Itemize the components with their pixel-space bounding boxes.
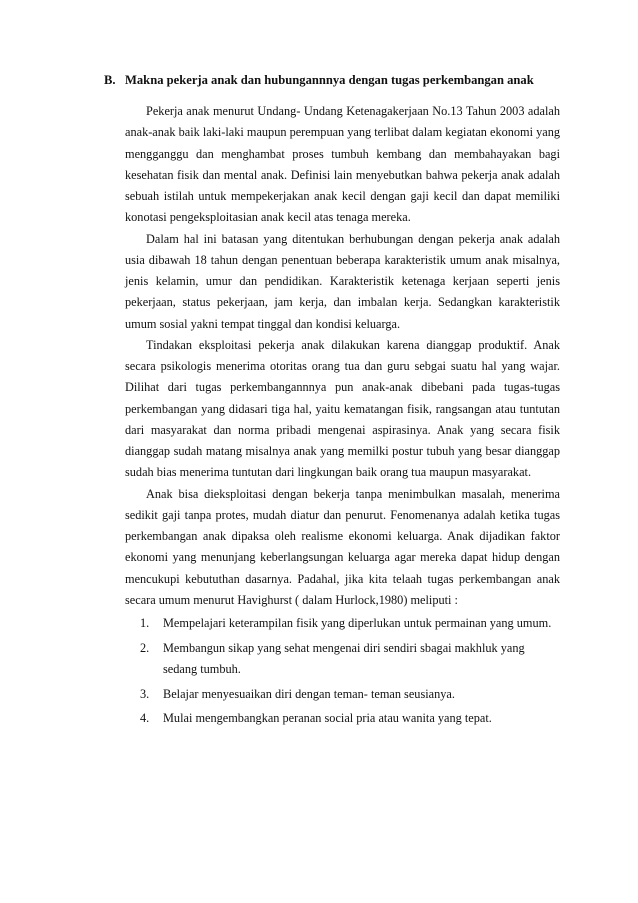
developmental-tasks-list bbox=[125, 613, 560, 730]
list-item-number: 1. bbox=[140, 616, 150, 630]
section-number: B. bbox=[104, 73, 116, 87]
list-item-text: Membangun sikap yang sehat mengenai diri sendiri sbagai makhluk yang sedang tumbuh. bbox=[163, 640, 525, 676]
list-item bbox=[125, 684, 560, 706]
section-title: Makna pekerja anak dan hubungannnya dengan tugas perkembangan anak bbox=[125, 73, 534, 87]
body-text bbox=[125, 101, 560, 733]
paragraph-developmental-tasks: Anak bisa dieksploitasi dengan bekerja tanpa menimbulkan masalah, menerima sedikit gaji tanpa protes, mudah diatur dan penurut. Fenomenanya adalah ketika tugas perkembangan anak dipaksa oleh realisme ekonomi keluarga. Anak dijadikan faktor ekonomi yang menunjang keberlangsungan keluarga agar mereka dapat hidup dengan mencukupi kebututhan dasarnya. Padahal, jika kita telaah tugas perkembangan anak secara umum menurut Havighurst ( dalam Hurlock,1980) meliputi : bbox=[125, 486, 560, 607]
list-item-number: 2. bbox=[140, 640, 150, 655]
section-heading bbox=[104, 71, 564, 89]
paragraph-definition: Pekerja anak menurut Undang- Undang Ketenagakerjaan No.13 Tahun 2003 adalah anak-anak baik laki-laki maupun perempuan yang terlibat dalam kegiatan ekonomi yang mengganggu dan menghambat proses tumbuh kembang dan membahayakan bagi kesehatan fisik dan mental anak. Definisi lain menyebutkan bahwa pekerja anak adalah sebuah istilah untuk mempekerjakan anak kecil dengan gaji kecil dan dapat memiliki konotasi pengeksploitasian anak kecil atas tenaga mereka. bbox=[125, 104, 561, 225]
paragraph-characteristics: Dalam hal ini batasan yang ditentukan berhubungan dengan pekerja anak adalah usia dibawah 18 tahun dengan penentuan beberapa karakteristik umum anak misalnya, jenis kelamin, umur dan pendidikan. Karakteristik ketenaga kerjaan seperti jenis pekerjaan, status pekerjaan, jam kerja, dan imbalan kerja. Sedangkan karakteristik umum sosial yakni tempat tinggal dan kondisi keluarga. bbox=[125, 231, 560, 331]
list-item-text: Belajar menyesuaikan diri dengan teman- teman seusianya. bbox=[163, 686, 455, 701]
list-item-text: Mempelajari keterampilan fisik yang diperlukan untuk permainan yang umum. bbox=[163, 616, 552, 630]
list-item bbox=[125, 708, 560, 730]
paragraph-exploitation: Tindakan eksploitasi pekerja anak dilakukan karena dianggap produktif. Anak secara psikologis menerima otoritas orang tua dan guru sebgai suatu hal yang wajar. Dilihat dari tugas perkembangannnya pun anak-anak dibebani pada tugas-tugas perkembangan yang didasari tiga hal, yaitu kematangan fisik, rangsangan atau tuntutan dari masyarakat dan norma pribadi mengenai aspirasinya. Anak yang secara fisik dianggap sudah matang misalnya anak yang memilki postur tubuh yang besar dianggap sudah bias menerima tuntutan dari lingkungan baik orang tua maupun masyarakat. bbox=[125, 337, 560, 480]
list-item bbox=[125, 613, 560, 635]
list-item-number: 3. bbox=[140, 686, 150, 701]
list-item bbox=[125, 638, 560, 681]
list-item-text: Mulai mengembangkan peranan social pria atau wanita yang tepat. bbox=[163, 711, 492, 725]
list-item-number: 4. bbox=[140, 711, 150, 725]
